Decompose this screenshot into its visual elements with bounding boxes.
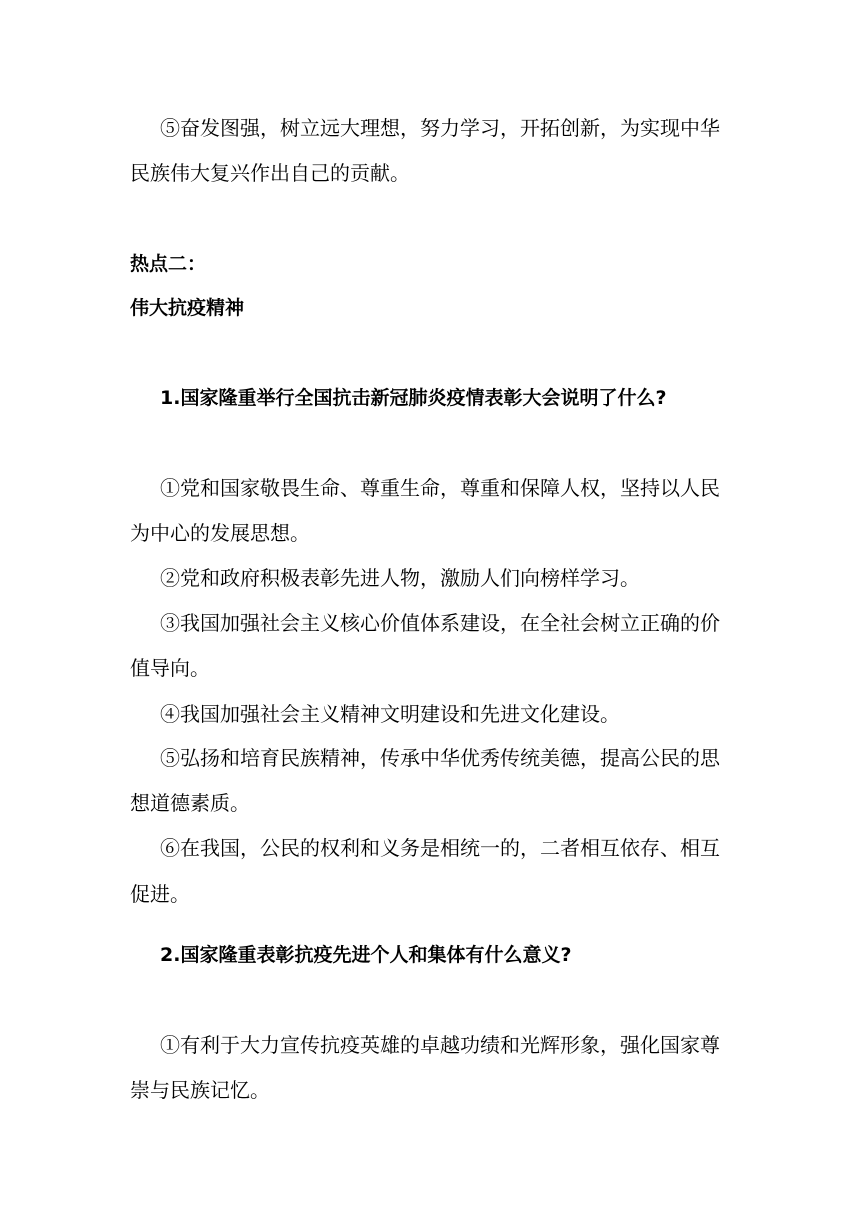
question-heading: 1.国家隆重举行全国抗击新冠肺炎疫情表彰大会说明了什么? <box>160 387 667 409</box>
paragraph-line: ⑥在我国，公民的权利和义务是相统一的，二者相互依存、相互 <box>160 836 720 860</box>
section-label: 热点二： <box>130 253 207 275</box>
paragraph-line: ①有利于大力宣传抗疫英雄的卓越功绩和光辉形象，强化国家尊 <box>160 1033 720 1057</box>
paragraph-line: ③我国加强社会主义核心价值体系建设，在全社会树立正确的价 <box>160 611 720 635</box>
paragraph-line: ①党和国家敬畏生命、尊重生命，尊重和保障人权，坚持以人民 <box>160 476 720 500</box>
paragraph-line: ⑤奋发图强，树立远大理想，努力学习，开拓创新，为实现中华 <box>160 116 720 140</box>
paragraph-line: 想道德素质。 <box>130 791 250 815</box>
paragraph-line: 为中心的发展思想。 <box>130 521 310 545</box>
paragraph-line: ⑤弘扬和培育民族精神，传承中华优秀传统美德，提高公民的思 <box>160 746 720 770</box>
question-heading: 2.国家隆重表彰抗疫先进个人和集体有什么意义? <box>160 944 572 966</box>
paragraph-line: ②党和政府积极表彰先进人物，激励人们向榜样学习。 <box>160 566 640 590</box>
paragraph-line: ④我国加强社会主义精神文明建设和先进文化建设。 <box>160 702 620 726</box>
paragraph-line: 崇与民族记忆。 <box>130 1078 270 1102</box>
paragraph-line: 民族伟大复兴作出自己的贡献。 <box>130 161 410 185</box>
paragraph-line: 值导向。 <box>130 656 210 680</box>
paragraph-line: 促进。 <box>130 882 190 906</box>
section-title: 伟大抗疫精神 <box>130 297 245 319</box>
